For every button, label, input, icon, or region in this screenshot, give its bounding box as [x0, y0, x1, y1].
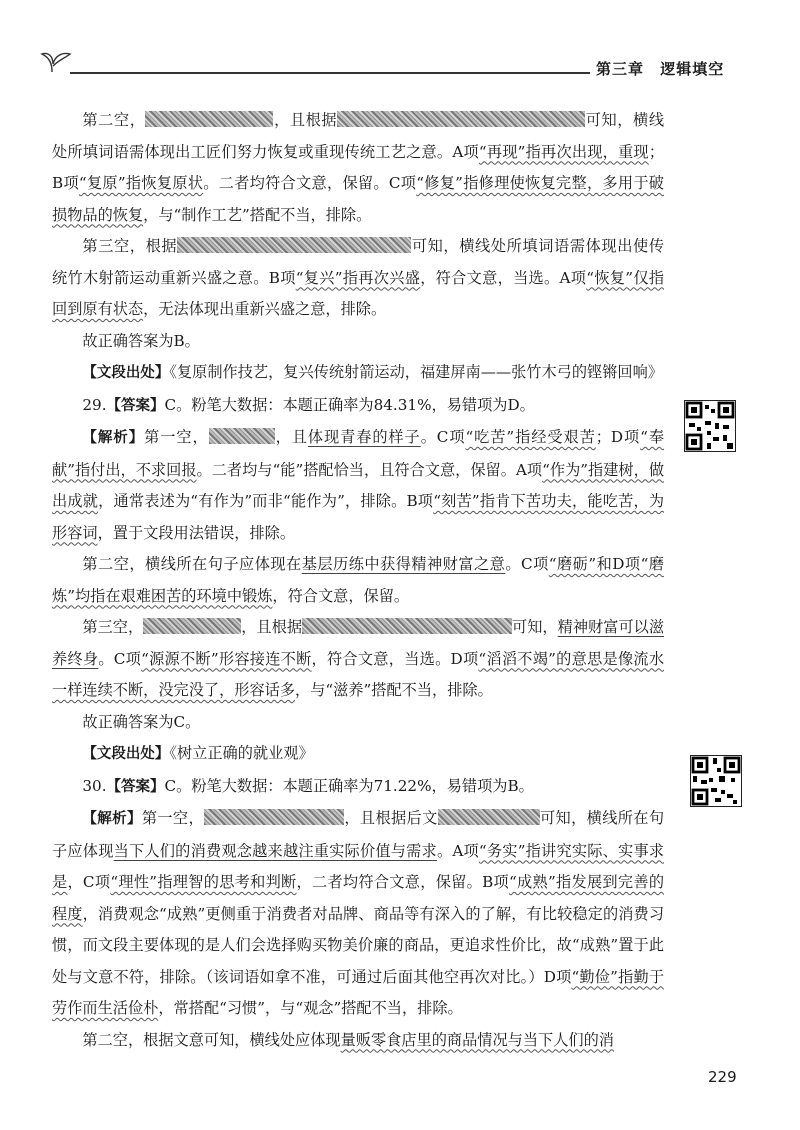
chapter-number: 第三章	[596, 60, 645, 78]
header-rule	[70, 72, 590, 74]
answer-tag: 【答案】	[106, 778, 165, 795]
chapter-title: 逻辑填空	[660, 60, 725, 78]
page-number: 229	[708, 1068, 737, 1086]
redacted-text	[209, 428, 275, 444]
qr-code-icon[interactable]	[690, 755, 742, 807]
redacted-text	[143, 618, 241, 634]
question-30-analysis: 【解析】第一空， ，且根据后文 可知，横线所在句子应体现当下人们的消费观念越来越注重实际价值与需求。A项“务实”指讲究实际、实事求是，C项“理性”指理智的思考和判断，二者均符合文意，保留。B项“成熟”指发展到完善的程度，消费观念“成熟”更侧重于消费者对品牌、商品等有深入的了解，有比较稳定的消费习惯，而文段主要体现的是人们会选择购买物美价廉的商品，更追求性价比，故“成熟”置于此处与文意不符，排除。（该词语如拿不准，可通过后面其他空再次对比。）D项“勤俭”指勤于劳作而生活俭朴，常搭配“习惯”，与“观念”搭配不当，排除。	[52, 809, 665, 1017]
redacted-text	[145, 111, 273, 127]
main-content	[52, 105, 664, 1056]
redacted-text	[337, 111, 585, 127]
paragraph-blank2-analysis: 第二空， ，且根据 可知，横线处所填词语需体现出工匠们努力恢复或重现传统工艺之意。A项“再现”指再次出现，重现；B项“复原”指恢复原状。二者均符合文意，保留。C项“修复”指修理使恢复完整，多用于破损物品的恢复，与“制作工艺”搭配不当，排除。	[52, 111, 665, 224]
chapter-header	[596, 58, 734, 79]
source-tag: 【文段出处】	[82, 746, 170, 762]
answer-line: 故正确答案为C。	[82, 712, 201, 731]
redacted-text	[177, 237, 411, 253]
redacted-text	[438, 809, 540, 825]
question-30-blank2: 第二空，根据文意可知，横线处应体现量贩零食店里的商品情况与当下人们的消	[82, 1030, 614, 1049]
source-tag: 【文段出处】	[82, 365, 170, 381]
leaf-sprout-icon	[38, 48, 72, 74]
source-line: 【文段出处】《复原制作技艺，复兴传统射箭运动，福建屏南——张竹木弓的铿锵回响》	[82, 363, 663, 381]
redacted-text	[204, 809, 344, 825]
question-29-analysis: 【解析】第一空， ，且体现青春的样子。C项“吃苦”指经受艰苦；D项“奉献”指付出，不求回报。二者均与“能”搭配恰当，且符合文意，保留。A项“作为”指建树，做出成就，通常表述为“有作为”而非“能作为”，排除。B项“刻苦”指肯下苦功夫，能吃苦，为形容词，置于文段用法错误，排除。	[52, 428, 665, 542]
qr-code-icon[interactable]	[684, 400, 736, 452]
answer-line: 故正确答案为B。	[82, 331, 200, 350]
answer-tag: 【答案】	[106, 397, 165, 414]
redacted-text	[302, 618, 512, 634]
analysis-tag: 【解析】	[82, 811, 142, 827]
question-29-blank3: 第三空， ，且根据 可知，精神财富可以滋养终身。C项“源源不断”形容接连不断，符合文意，当选。D项“滔滔不竭”的意思是像流水一样连续不断，没完没了，形容话多，与“滋养”搭配不当，排除。	[52, 618, 665, 699]
source-line: 【文段出处】《树立正确的就业观》	[82, 744, 314, 762]
analysis-tag: 【解析】	[82, 430, 145, 446]
paragraph-blank3-analysis: 第三空，根据 可知，横线处所填词语需体现出使传统竹木射箭运动重新兴盛之意。B项“复兴”指再次兴盛，符合文意，当选。A项“恢复”仅指回到原有状态，无法体现出重新兴盛之意，排除。	[52, 237, 665, 318]
question-29-blank2: 第二空，横线所在句子应体现在基层历练中获得精神财富之意。C项“磨砺”和D项“磨炼”均指在艰难困苦的环境中锻炼，符合文意，保留。	[52, 555, 665, 605]
question-30-answer: 30.【答案】C。粉笔大数据：本题正确率为71.22%，易错项为B。	[82, 776, 534, 795]
question-29-answer: 29.【答案】C。粉笔大数据：本题正确率为84.31%，易错项为D。	[82, 395, 535, 414]
